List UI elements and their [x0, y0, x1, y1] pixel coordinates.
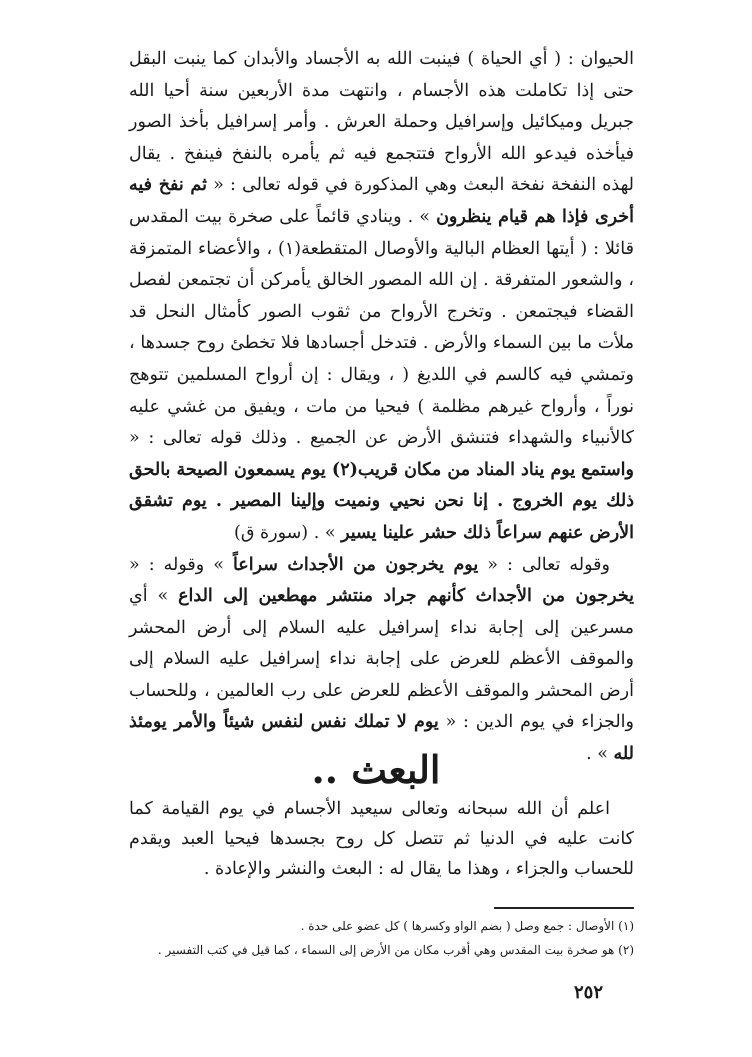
quran-verse: ثم نفخ فيه أخرى فإذا هم قيام ينظرون [129, 175, 634, 227]
quran-verse: يخرجون من الأجداث كأنهم جراد منتشر مهطعين إلى الداع [178, 586, 634, 607]
text-segment: » . وينادي قائماً على صخرة بيت المقدس قائلا : ( أيتها العظام البالية والأوصال المتقطعة(١) ، والأعضاء المتمزقة ، والشعور المتفرقة . إن الله المصور الخالق يأمركن أن تجتمعن لفصل القضاء فيجتمعن . وتخرج الأرواح من ثقوب الصور كأمثال النحل قد ملأت ما بين السماء والأرض . فتدخل أجسادها فلا تخطئ روح جسدها ، وتمشي فيه كالسم في اللديغ ( ، ويقال : إن أرواح المسلمين تتوهج نوراً ، وأرواح غيرهم مظلمة ) فيحيا من مات ، ويفيق من غشي عليه كالأنبياء والشهداء فتنشق الأرض عن الجميع . وذلك قوله تعالى : « [129, 206, 634, 449]
text-segment: » أي مسرعين إلى إجابة نداء إسرافيل عليه السلام إلى أرض المحشر والموقف الأعظم للعرض على إجابة نداء إسرافيل عليه السلام إلى أرض المحشر والموقف الأعظم للعرض على رب العالمين ، وللحساب والجزاء في يوم الدين : « [129, 586, 634, 733]
paragraph-1 [129, 44, 634, 550]
section-body [129, 794, 634, 884]
text-segment: وقوله تعالى : « [478, 554, 610, 575]
quran-verse: يوم لا تملك نفس لنفس شيئاً والأمر يومئذ لله [129, 712, 634, 765]
section-paragraph: اعلم أن الله سبحانه وتعالى سيعيد الأجسام في يوم القيامة كما كانت عليه في الدنيا ثم تتصل كل روح بجسدها فيحيا العبد ويقدم للحساب والجزاء ، وهذا ما يقال له : البعث والنشر والإعادة . [129, 799, 634, 879]
paragraph-2 [129, 550, 634, 771]
text-segment: الحيوان : ( أي الحياة ) فينبت الله به الأجساد والأبدان كما ينبت البقل حتى إذا تكاملت هذه الأجسام ، وانتهت مدة الأربعين سنة أحيا الله جبريل وميكائيل وإسرافيل وحملة العرش . وأمر إسرافيل بأخذ الصور فيأخذه فيدعو الله الأرواح فتتجمع فيه ثم يأمره بالنفخ فينفخ . يقال لهذه النفخة نفخة البعث وهي المذكورة في قوله تعالى : « [129, 49, 634, 196]
quran-verse: يوم يخرجون من الأجداث سراعاً [232, 554, 479, 575]
quran-verse: واستمع يوم يناد المناد من مكان قريب(٢) يوم يسمعون الصيحة بالحق ذلك يوم الخروج . إنا نحن نحيي ونميت وإلينا المصير . يوم تشقق الأرض عنهم سراعاً ذلك حشر علينا يسير [129, 459, 634, 543]
footnote-2: (٢) هو صخرة بيت المقدس وهي أقرب مكان من الأرض إلى السماء ، كما قيل في كتب التفسير . [157, 943, 634, 957]
page-number: ٢٥٢ [574, 982, 604, 1003]
section-heading: البعث .. [311, 747, 441, 792]
footnote-divider [494, 907, 634, 909]
footnote-1: (١) الأوصال : جمع وصل ( بضم الواو وكسرها ) كل عضو على حدة . [300, 919, 634, 933]
body-text [129, 44, 634, 771]
text-segment: » . (سورة ق) [234, 522, 342, 543]
text-segment: » . [586, 744, 614, 765]
text-segment: » وقوله : « [129, 554, 233, 575]
footnotes [129, 914, 634, 962]
